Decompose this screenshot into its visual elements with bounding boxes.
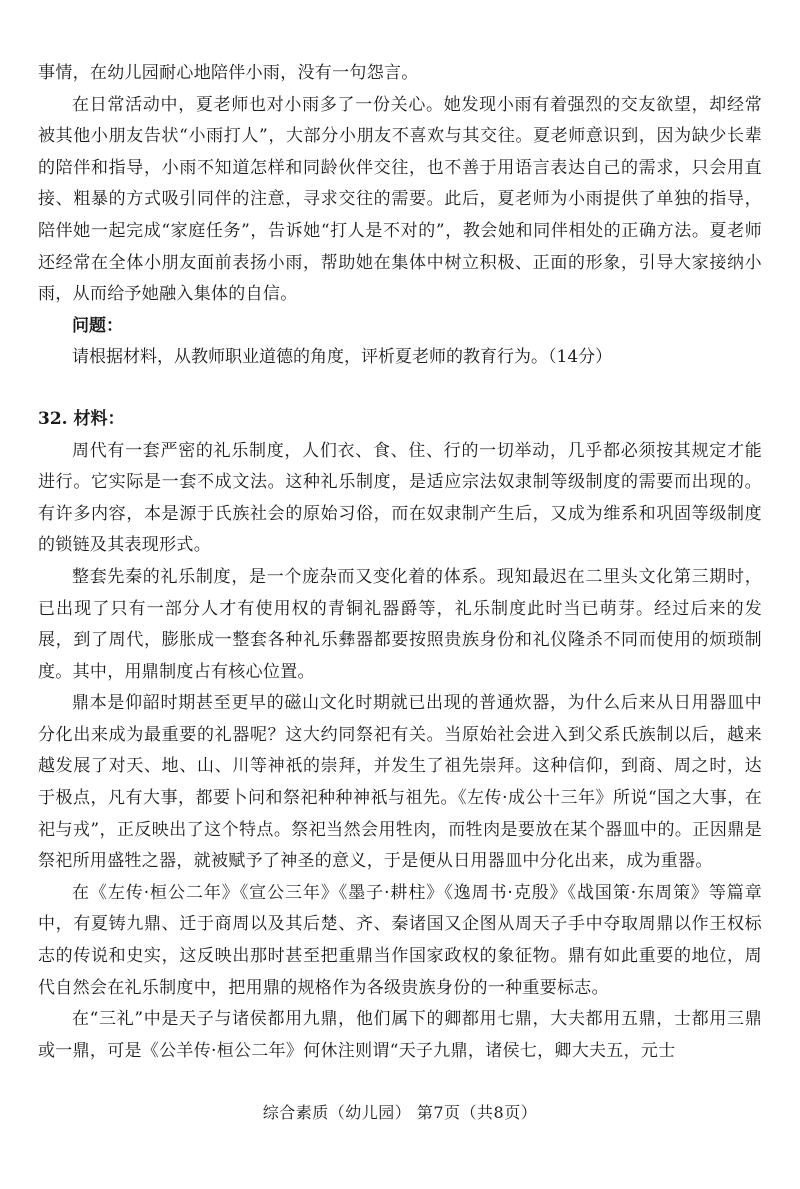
q32-paragraph-3: 鼎本是仰韶时期甚至更早的磁山文化时期就已出现的普通炊器，为什么后来从日用器皿中分化出来成为最重要的礼器呢？这大约同祭祀有关。当原始社会进入到父系氏族制以后，越来越发展了对天、地、山、川等神祇的崇拜，并发生了祖先崇拜。这种信仰，到商、周之时，达于极点，凡有大事，都要卜问和祭祀种种神祇与祖先。《左传·成公十三年》所说“国之大事，在祀与戎”，正反映出了这个特点。祭祀当然会用牲肉，而牲肉是要放在某个器皿中的。正因鼎是祭祀所用盛牲之器，就被赋予了神圣的意义，于是便从日用器皿中分化出来，成为重器。 [38,693,762,872]
q32-paragraph-4: 在《左传·桓公二年》《宣公三年》《墨子·耕柱》《逸周书·克殷》《战国策·东周策》等篇章中，有夏铸九鼎、迁于商周以及其后楚、齐、秦诸国又企图从周天子手中夺取周鼎以作王权标志的传说和史实，这反映出那时甚至把重鼎当作国家政权的象征物。鼎有如此重要的地位，周代自然会在礼乐制度中，把用鼎的规格作为各级贵族身份的一种重要标志。 [38,882,762,998]
page-footer: 综合素质（幼儿园） 第7页（共8页） [262,1103,538,1122]
q31-continuation: 事情，在幼儿园耐心地陪伴小雨，没有一句怨言。 [38,63,419,83]
q32-paragraph-1: 周代有一套严密的礼乐制度，人们衣、食、住、行的一切举动，几乎都必须按其规定才能进行。它实际是一套不成文法。这种礼乐制度，是适应宗法奴隶制等级制度的需要而出现的。有许多内容，本是源于氏族社会的原始习俗，而在奴隶制产生后，又成为维系和巩固等级制度的锁链及其表现形式。 [38,440,762,556]
question-label: 问题： [72,315,123,336]
section-gap [38,374,762,404]
q31-paragraph: 在日常活动中，夏老师也对小雨多了一份关心。她发现小雨有着强烈的交友欲望，却经常被其他小朋友告状“小雨打人”，大部分小朋友不喜欢与其交往。夏老师意识到，因为缺少长辈的陪伴和指导，小雨不知道怎样和同龄伙伴交往，也不善于用语言表达自己的需求，只会用直接、粗暴的方式吸引同伴的注意，寻求交往的需要。此后，夏老师为小雨提供了单独的指导，陪伴她一起完成“家庭任务”，告诉她“打人是不对的”，教会她和同伴相处的正确方法。夏老师还经常在全体小朋友面前表扬小雨，帮助她在集体中树立积极、正面的形象，引导大家接纳小雨，从而给予她融入集体的自信。 [38,94,762,305]
question-text: 请根据材料，从教师职业道德的角度，评析夏老师的教育行为。（14分） [72,347,613,368]
q32-title: 32. 材料： [38,408,125,429]
page-body [38,58,762,1067]
q32-paragraph-2: 整套先秦的礼乐制度，是一个庞杂而又变化着的体系。现知最迟在二里头文化第三期时，已出现了只有一部分人才有使用权的青铜礼器爵等，礼乐制度此时当已萌芽。经过后来的发展，到了周代，膨胀成一整套各种礼乐彝器都要按照贵族身份和礼仪隆杀不同而使用的烦琐制度。其中，用鼎制度占有核心位置。 [38,566,762,682]
q32-paragraph-5: 在“三礼”中是天子与诸侯都用九鼎，他们属下的卿都用七鼎，大夫都用五鼎，士都用三鼎或一鼎，可是《公羊传·桓公二年》何休注则谓“天子九鼎，诸侯七，卿大夫五，元士 [38,1009,762,1061]
